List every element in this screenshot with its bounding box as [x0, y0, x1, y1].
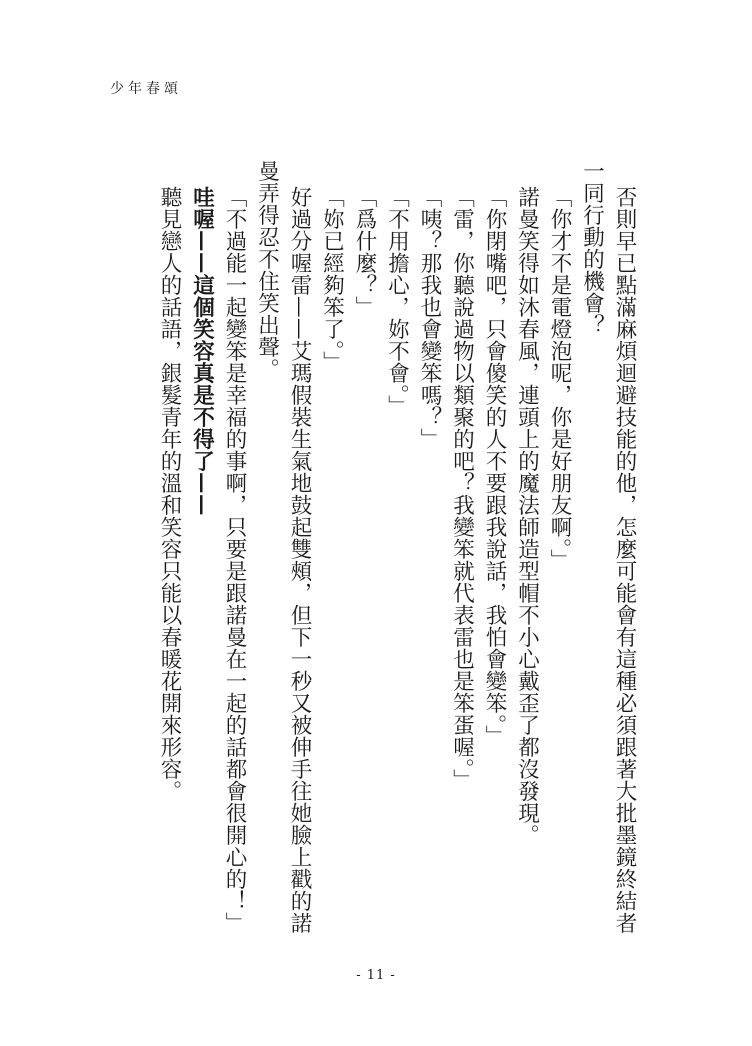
- paragraph: 「妳已經夠笨了。」: [319, 185, 345, 374]
- page-number: - 11 -: [356, 968, 396, 983]
- paragraph: 否則早已點滿麻煩迴避技能的他，怎麼可能會有這種必須跟著大批墨鏡終結者一同行動的機會？: [579, 160, 637, 934]
- paragraph: 「你閉嘴吧，只會傻笑的人不要跟我說話，我怕會變笨。」: [482, 185, 507, 748]
- paragraph: 「爲什麼？」: [352, 185, 377, 318]
- paragraph: 「你才不是電燈泡呢，你是好朋友啊。」: [547, 185, 572, 572]
- paragraph-emphasis: 哇喔——這個笑容真是不得了——: [189, 185, 215, 516]
- book-title-header: 少年春頌: [110, 81, 182, 97]
- paragraph: 好過分喔雷——艾瑪假裝生氣地鼓起雙頰，但下一秒又被伸手往她臉上戳的諾曼弄得忍不住笑出聲。: [254, 160, 312, 934]
- vertical-text-body: [110, 160, 640, 935]
- paragraph: 聽見戀人的話語，銀髮青年的溫和笑容只能以春暖花開來形容。: [157, 185, 182, 802]
- paragraph: 「咦？那我也會變笨嗎？」: [417, 185, 442, 450]
- paragraph: 諾曼笑得如沐春風，連頭上的魔法師造型帽不小心戴歪了都沒發現。: [514, 185, 540, 846]
- paragraph: 「不過能一起變笨是幸福的事啊，只要是跟諾曼在一起的話都會很開心的！」: [222, 185, 247, 934]
- paragraph: 「不用擔心，妳不會。」: [384, 185, 410, 418]
- paragraph: 「雷，你聽說過物以類聚的吧？我變笨就代表雷也是笨蛋喔。」: [449, 185, 475, 792]
